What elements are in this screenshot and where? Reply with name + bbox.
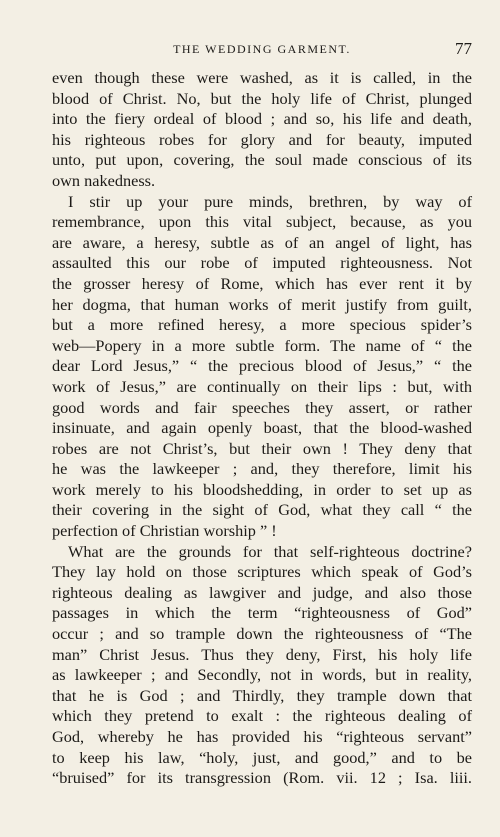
page-header: [52, 39, 472, 62]
text-line: even though these were washed, as it is called, in the: [52, 68, 472, 87]
running-title: THE WEDDING GARMENT.: [173, 42, 351, 56]
text-line: the grosser heresy of Rome, which has ever rent it by: [52, 273, 472, 293]
text-line: assaulted this our robe of imputed righteousness. Not: [52, 253, 472, 273]
text-line: are aware, a heresy, subtle as of an angel of light, has: [52, 232, 472, 252]
text-line: into the fiery ordeal of blood ; and so, his life and death,: [52, 109, 472, 129]
text-line: his righteous robes for glory and for beauty, imputed: [52, 129, 472, 149]
text-line: work of Jesus,” are continually on their lips : but, with: [52, 376, 472, 396]
text-line: I stir up your pure minds, brethren, by way of: [68, 191, 472, 211]
text-line: occur ; and so trample down the righteousness of “The: [52, 624, 472, 644]
text-line: own nakedness.: [52, 170, 156, 190]
text-line: that he is God ; and Thirdly, they trample down that: [52, 685, 472, 705]
body-text: [52, 68, 472, 789]
text-line: which they pretend to exalt : the righteous dealing of: [52, 706, 472, 726]
text-line: he was the lawkeeper ; and, they therefore, limit his: [52, 459, 472, 479]
text-line: dear Lord Jesus,” “ the precious blood of Jesus,” “ the: [52, 356, 472, 376]
text-line: insinuate, and again openly boast, that the blood-washed: [52, 418, 472, 438]
text-line: perfection of Christian worship ” !: [52, 521, 277, 541]
text-line: remembrance, upon this vital subject, because, as you: [52, 212, 472, 232]
text-line: their covering in the sight of God, what they call “ the: [52, 500, 472, 520]
text-line: web—Popery in a more subtle form. The name of “ the: [52, 335, 472, 355]
text-line: righteous dealing as lawgiver and judge, and also those: [52, 582, 472, 602]
text-line: They lay hold on those scriptures which speak of God’s: [52, 562, 472, 582]
text-line: but a more refined heresy, a more specious spider’s: [52, 315, 472, 335]
text-line: passages in which the term “righteousness of God”: [52, 603, 472, 623]
text-line: work merely to his bloodshedding, in order to set up as: [52, 479, 472, 499]
text-line: to keep his law, “holy, just, and good,” and to be: [52, 747, 472, 767]
text-line: God, whereby he has provided his “righteous servant”: [52, 727, 472, 746]
text-line: What are the grounds for that self-righteous doctrine?: [68, 541, 472, 561]
text-line: robes are not Christ’s, but their own ! They deny that: [52, 438, 472, 458]
text-line: as lawkeeper ; and Secondly, not in words, but in reality,: [52, 665, 472, 685]
text-line: man” Christ Jesus. Thus they deny, First, his holy life: [52, 644, 472, 664]
text-line: “bruised” for its transgression (Rom. vii. 12 ; Isa. liii.: [52, 768, 472, 788]
text-line: good words and fair speeches they assert, or rather: [52, 397, 472, 417]
text-line: unto, put upon, covering, the soul made conscious of its: [52, 150, 472, 170]
text-line: blood of Christ. No, but the holy life of Christ, plunged: [52, 88, 472, 108]
page-number: 77: [455, 39, 472, 58]
text-line: her dogma, that human works of merit justify from guilt,: [52, 294, 472, 314]
